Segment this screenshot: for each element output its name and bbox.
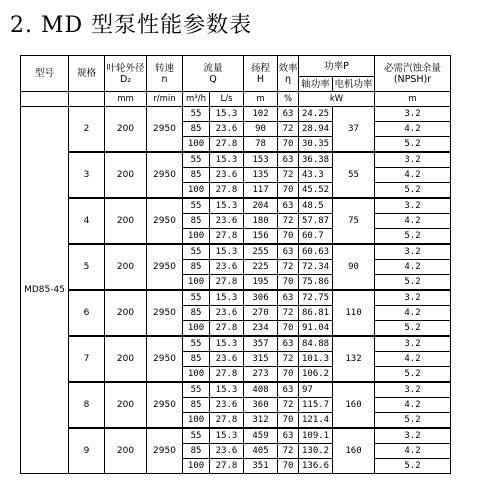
table-row [21, 290, 451, 306]
efficiency-cell: 72 [278, 352, 299, 367]
npsh-cell: 5.2 [375, 275, 451, 291]
flow-m3-cell: 100 [183, 183, 210, 199]
efficiency-cell: 70 [278, 413, 299, 429]
flow-ls-cell: 23.6 [210, 306, 244, 321]
spec-stage-cell: 3 [69, 152, 105, 198]
model-cell: MD85-45 [21, 107, 69, 474]
header-flow-label: 流量 [203, 62, 223, 74]
motor-power-cell: 55 [333, 152, 375, 198]
flow-m3-cell: 55 [183, 382, 210, 398]
flow-m3-cell: 85 [183, 168, 210, 183]
flow-ls-cell: 15.3 [210, 244, 244, 260]
flow-m3-cell: 55 [183, 336, 210, 352]
efficiency-cell: 72 [278, 306, 299, 321]
shaft-power-cell: 121.4 [299, 413, 333, 429]
speed-cell: 2950 [147, 336, 183, 382]
shaft-power-cell: 57.87 [299, 214, 333, 229]
header-npsh-label: 必需汽蚀余量 [383, 62, 441, 74]
flow-ls-cell: 27.8 [210, 321, 244, 337]
header-efficiency-label: 效率 [278, 62, 298, 74]
impeller-cell: 200 [105, 152, 147, 198]
shaft-power-cell: 48.5 [299, 198, 333, 214]
flow-m3-cell: 100 [183, 137, 210, 153]
head-cell: 312 [244, 413, 278, 429]
head-cell: 270 [244, 306, 278, 321]
npsh-cell: 4.2 [375, 214, 451, 229]
flow-ls-cell: 23.6 [210, 214, 244, 229]
head-cell: 204 [244, 198, 278, 214]
unit-power: kW [299, 92, 375, 107]
efficiency-cell: 70 [278, 229, 299, 245]
head-cell: 135 [244, 168, 278, 183]
head-cell: 459 [244, 428, 278, 444]
npsh-cell: 5.2 [375, 183, 451, 199]
head-cell: 78 [244, 137, 278, 153]
shaft-power-cell: 101.3 [299, 352, 333, 367]
shaft-power-cell: 75.86 [299, 275, 333, 291]
motor-power-cell: 110 [333, 290, 375, 336]
npsh-cell: 3.2 [375, 336, 451, 352]
motor-power-cell: 160 [333, 382, 375, 428]
motor-power-cell: 75 [333, 198, 375, 244]
flow-ls-cell: 23.6 [210, 352, 244, 367]
header-power: 功率P [299, 56, 375, 77]
shaft-power-cell: 72.34 [299, 260, 333, 275]
efficiency-cell: 63 [278, 152, 299, 168]
table-row [21, 244, 451, 260]
flow-m3-cell: 100 [183, 275, 210, 291]
npsh-cell: 3.2 [375, 107, 451, 122]
head-cell: 225 [244, 260, 278, 275]
efficiency-cell: 70 [278, 137, 299, 153]
head-cell: 153 [244, 152, 278, 168]
efficiency-cell: 70 [278, 459, 299, 474]
flow-ls-cell: 15.3 [210, 290, 244, 306]
spec-stage-cell: 7 [69, 336, 105, 382]
flow-m3-cell: 100 [183, 367, 210, 383]
efficiency-cell: 63 [278, 382, 299, 398]
head-cell: 156 [244, 229, 278, 245]
flow-m3-cell: 55 [183, 198, 210, 214]
efficiency-cell: 70 [278, 275, 299, 291]
npsh-cell: 5.2 [375, 229, 451, 245]
speed-cell: 2950 [147, 198, 183, 244]
performance-table [20, 55, 451, 474]
shaft-power-cell: 28.94 [299, 122, 333, 137]
flow-ls-cell: 27.8 [210, 413, 244, 429]
unit-flow-m3: m³/h [183, 92, 210, 107]
spec-stage-cell: 6 [69, 290, 105, 336]
head-cell: 117 [244, 183, 278, 199]
npsh-cell: 4.2 [375, 398, 451, 413]
efficiency-cell: 72 [278, 214, 299, 229]
table-row [21, 152, 451, 168]
flow-ls-cell: 27.8 [210, 367, 244, 383]
efficiency-cell: 63 [278, 107, 299, 122]
flow-m3-cell: 100 [183, 459, 210, 474]
efficiency-cell: 72 [278, 444, 299, 459]
page-title: 2. MD 型泵性能参数表 [10, 13, 253, 38]
head-cell: 405 [244, 444, 278, 459]
motor-power-cell: 160 [333, 428, 375, 474]
unit-flow-ls: L/s [210, 92, 244, 107]
speed-cell: 2950 [147, 428, 183, 474]
header-shaft-power: 轴功率 [299, 77, 333, 92]
flow-ls-cell: 15.3 [210, 382, 244, 398]
flow-ls-cell: 15.3 [210, 198, 244, 214]
header-speed [147, 56, 183, 92]
efficiency-cell: 72 [278, 398, 299, 413]
flow-ls-cell: 27.8 [210, 459, 244, 474]
speed-cell: 2950 [147, 107, 183, 153]
shaft-power-cell: 97 [299, 382, 333, 398]
header-model: 型号 [21, 56, 69, 92]
efficiency-cell: 72 [278, 260, 299, 275]
header-efficiency-symbol: η [284, 73, 292, 85]
shaft-power-cell: 136.6 [299, 459, 333, 474]
impeller-cell: 200 [105, 244, 147, 290]
head-cell: 273 [244, 367, 278, 383]
flow-ls-cell: 27.8 [210, 229, 244, 245]
shaft-power-cell: 36.38 [299, 152, 333, 168]
shaft-power-cell: 115.7 [299, 398, 333, 413]
head-cell: 234 [244, 321, 278, 337]
flow-m3-cell: 85 [183, 444, 210, 459]
flow-m3-cell: 85 [183, 398, 210, 413]
unit-efficiency: % [278, 92, 299, 107]
table-row [21, 382, 451, 398]
header-impeller-symbol: D₂ [119, 73, 132, 85]
npsh-cell: 4.2 [375, 260, 451, 275]
shaft-power-cell: 86.81 [299, 306, 333, 321]
speed-cell: 2950 [147, 290, 183, 336]
efficiency-cell: 70 [278, 321, 299, 337]
flow-ls-cell: 15.3 [210, 152, 244, 168]
impeller-cell: 200 [105, 198, 147, 244]
header-impeller-label: 叶轮外径 [106, 62, 145, 74]
flow-ls-cell: 15.3 [210, 428, 244, 444]
speed-cell: 2950 [147, 244, 183, 290]
head-cell: 315 [244, 352, 278, 367]
head-cell: 408 [244, 382, 278, 398]
flow-m3-cell: 100 [183, 229, 210, 245]
spec-stage-cell: 2 [69, 107, 105, 153]
flow-m3-cell: 85 [183, 352, 210, 367]
efficiency-cell: 63 [278, 198, 299, 214]
speed-cell: 2950 [147, 382, 183, 428]
flow-ls-cell: 23.6 [210, 260, 244, 275]
flow-m3-cell: 55 [183, 428, 210, 444]
header-efficiency [278, 56, 299, 92]
npsh-cell: 3.2 [375, 152, 451, 168]
npsh-cell: 4.2 [375, 306, 451, 321]
flow-ls-cell: 23.6 [210, 444, 244, 459]
table-row [21, 428, 451, 444]
shaft-power-cell: 45.52 [299, 183, 333, 199]
flow-ls-cell: 27.8 [210, 275, 244, 291]
shaft-power-cell: 109.1 [299, 428, 333, 444]
npsh-cell: 3.2 [375, 244, 451, 260]
flow-ls-cell: 23.6 [210, 168, 244, 183]
npsh-cell: 3.2 [375, 382, 451, 398]
npsh-cell: 4.2 [375, 122, 451, 137]
table-row [21, 336, 451, 352]
head-cell: 306 [244, 290, 278, 306]
impeller-cell: 200 [105, 290, 147, 336]
header-npsh-symbol: (NPSH)r [393, 73, 432, 85]
impeller-cell: 200 [105, 336, 147, 382]
shaft-power-cell: 84.88 [299, 336, 333, 352]
efficiency-cell: 63 [278, 244, 299, 260]
header-head-label: 扬程 [250, 62, 270, 74]
impeller-cell: 200 [105, 428, 147, 474]
flow-m3-cell: 100 [183, 413, 210, 429]
speed-cell: 2950 [147, 152, 183, 198]
shaft-power-cell: 130.2 [299, 444, 333, 459]
header-npsh [375, 56, 451, 92]
unit-npsh: m [375, 92, 451, 107]
flow-m3-cell: 85 [183, 122, 210, 137]
flow-m3-cell: 85 [183, 260, 210, 275]
motor-power-cell: 37 [333, 107, 375, 153]
head-cell: 360 [244, 398, 278, 413]
flow-m3-cell: 55 [183, 244, 210, 260]
flow-m3-cell: 55 [183, 107, 210, 122]
spec-stage-cell: 4 [69, 198, 105, 244]
head-cell: 351 [244, 459, 278, 474]
flow-m3-cell: 55 [183, 290, 210, 306]
head-cell: 90 [244, 122, 278, 137]
unit-head: m [244, 92, 278, 107]
head-cell: 255 [244, 244, 278, 260]
header-impeller [105, 56, 147, 92]
impeller-cell: 200 [105, 107, 147, 153]
efficiency-cell: 63 [278, 290, 299, 306]
shaft-power-cell: 60.63 [299, 244, 333, 260]
unit-impeller: mm [105, 92, 147, 107]
efficiency-cell: 72 [278, 122, 299, 137]
flow-m3-cell: 100 [183, 321, 210, 337]
unit-spec [69, 92, 105, 107]
shaft-power-cell: 43.3 [299, 168, 333, 183]
head-cell: 195 [244, 275, 278, 291]
performance-table-wrapper [20, 55, 451, 474]
npsh-cell: 3.2 [375, 198, 451, 214]
header-flow-symbol: Q [209, 73, 217, 85]
unit-speed: r/min [147, 92, 183, 107]
shaft-power-cell: 60.7 [299, 229, 333, 245]
npsh-cell: 5.2 [375, 137, 451, 153]
flow-ls-cell: 27.8 [210, 137, 244, 153]
performance-table-body [21, 107, 451, 474]
flow-m3-cell: 85 [183, 306, 210, 321]
npsh-cell: 3.2 [375, 428, 451, 444]
npsh-cell: 5.2 [375, 367, 451, 383]
npsh-cell: 5.2 [375, 321, 451, 337]
table-row [21, 198, 451, 214]
motor-power-cell: 132 [333, 336, 375, 382]
header-speed-label: 转速 [154, 62, 174, 74]
shaft-power-cell: 30.35 [299, 137, 333, 153]
npsh-cell: 4.2 [375, 352, 451, 367]
npsh-cell: 4.2 [375, 168, 451, 183]
table-row [21, 107, 451, 122]
header-speed-symbol: n [161, 73, 168, 85]
unit-model [21, 92, 69, 107]
npsh-cell: 4.2 [375, 444, 451, 459]
flow-m3-cell: 85 [183, 214, 210, 229]
head-cell: 357 [244, 336, 278, 352]
head-cell: 180 [244, 214, 278, 229]
npsh-cell: 5.2 [375, 413, 451, 429]
efficiency-cell: 63 [278, 428, 299, 444]
shaft-power-cell: 106.2 [299, 367, 333, 383]
flow-ls-cell: 23.6 [210, 398, 244, 413]
efficiency-cell: 63 [278, 336, 299, 352]
header-head [244, 56, 278, 92]
flow-ls-cell: 15.3 [210, 336, 244, 352]
header-flow [183, 56, 244, 92]
npsh-cell: 3.2 [375, 290, 451, 306]
flow-ls-cell: 23.6 [210, 122, 244, 137]
spec-stage-cell: 5 [69, 244, 105, 290]
impeller-cell: 200 [105, 382, 147, 428]
head-cell: 102 [244, 107, 278, 122]
motor-power-cell: 90 [333, 244, 375, 290]
efficiency-cell: 70 [278, 367, 299, 383]
header-motor-power: 电机功率 [334, 78, 373, 90]
shaft-power-cell: 24.25 [299, 107, 333, 122]
flow-ls-cell: 15.3 [210, 107, 244, 122]
shaft-power-cell: 72.75 [299, 290, 333, 306]
spec-stage-cell: 8 [69, 382, 105, 428]
npsh-cell: 5.2 [375, 459, 451, 474]
shaft-power-cell: 91.04 [299, 321, 333, 337]
header-spec: 规格 [69, 56, 105, 92]
efficiency-cell: 70 [278, 183, 299, 199]
header-head-symbol: H [256, 73, 265, 85]
spec-stage-cell: 9 [69, 428, 105, 474]
efficiency-cell: 72 [278, 168, 299, 183]
flow-m3-cell: 55 [183, 152, 210, 168]
flow-ls-cell: 27.8 [210, 183, 244, 199]
